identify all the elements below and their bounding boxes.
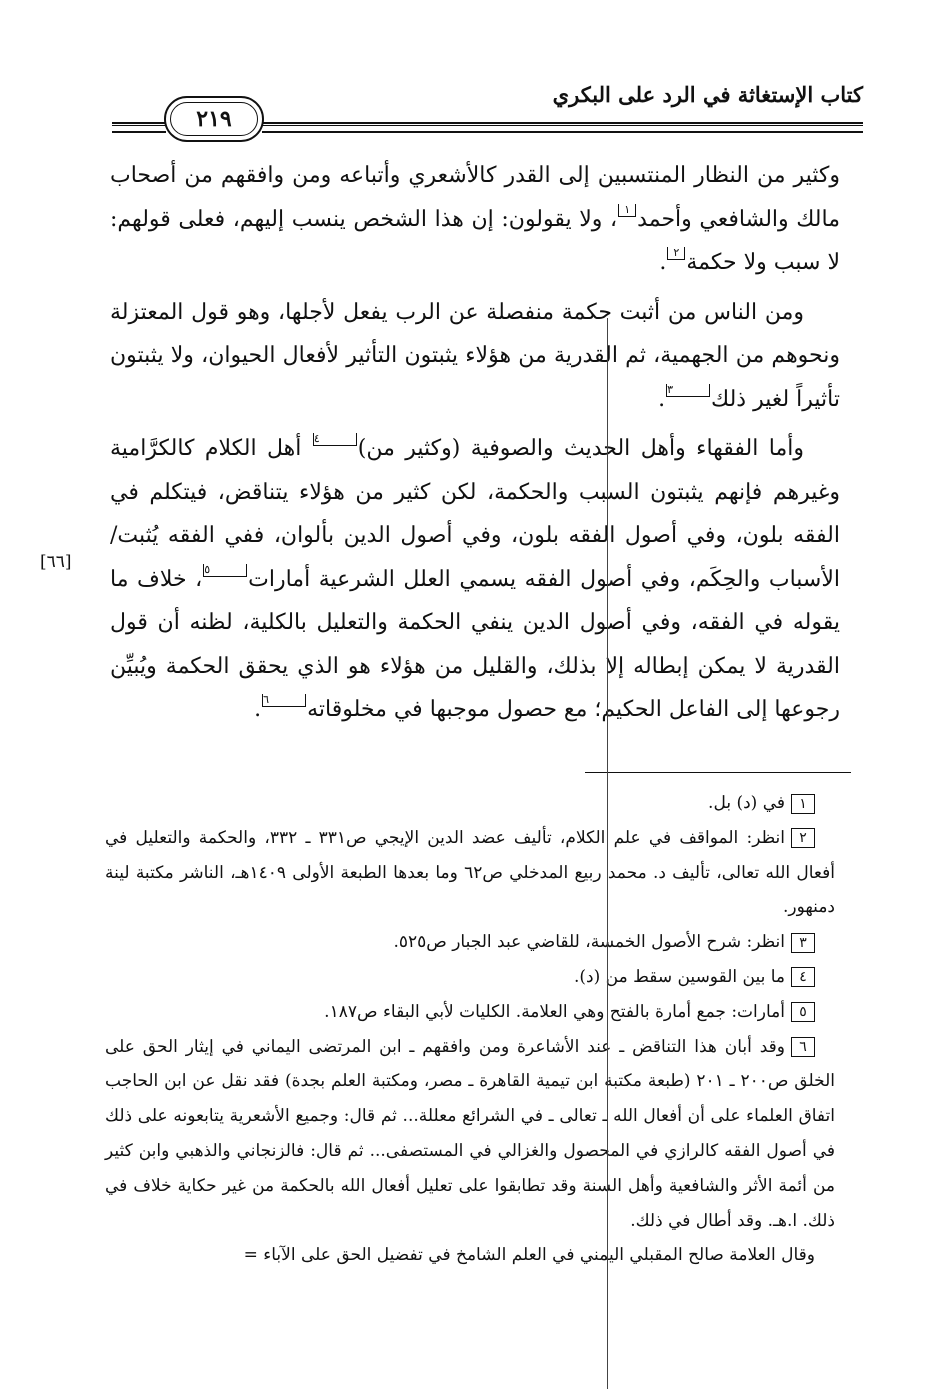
footnote: ٣انظر: شرح الأصول الخمسة، للقاضي عبد الجبار ص٥٢٥. — [105, 925, 835, 960]
footnote-ref[interactable]: ١ — [618, 204, 636, 217]
footnotes — [105, 786, 835, 1273]
main-text — [110, 154, 840, 732]
paragraph-3: وأما الفقهاء وأهل الحديث والصوفية (وكثير من)٤ أهل الكلام كالكرَّامية وغيرهم فإنهم يثبتون السبب والحكمة، لكن كثير من هؤلاء يتناقض، فيتكلم في الفقه بلون، وفي أصول الفقه بلون، وفي أصول الدين بألوان، ففي الفقه يُثبت/ الأسباب والحِكَم، وفي أصول الفقه يسمي العلل الشرعية أمارات٥، خلاف ما يقوله في الفقه، وفي أصول الدين ينفي الحكمة والتعليل بالكلية، لظنه أن قول القدرية لا يمكن إبطاله إلا بذلك، والقليل من هؤلاء هو الذي يحقق الحكمة ويُبيِّن رجوعها إلى الفاعل الحكيم؛ مع حصول موجبها في مخلوقاته٦. — [110, 432, 841, 722]
manuscript-page-ref: [٦٦] — [40, 552, 72, 572]
footnote-continuation: وقال العلامة صالح المقبلي اليمني في العلم الشامخ في تفضيل الحق على الآباء = — [243, 1245, 815, 1266]
footnote-ref[interactable]: ٢ — [667, 247, 685, 260]
paragraph-2: ومن الناس من أثبت حكمة منفصلة عن الرب يفعل لأجلها، وهو قول المعتزلة ونحوهم من الجهمية، ثم القدرية من هؤلاء يثبتون التأثير لأفعال الحيوان، ولا يثبتون تأثيراً لغير ذلك٣. — [110, 299, 840, 412]
paragraph-1: وكثير من النظار المنتسبين إلى القدر كالأشعري وأتباعه ومن وافقهم من أصحاب مالك والشافعي وأحمد١، ولا يقولون: إن هذا الشخص ينسب إليهم، فعلى قولهم: لا سبب ولا حكمة٢. — [110, 163, 840, 275]
footnote: ٤ما بين القوسين سقط من (د). — [105, 960, 835, 995]
footnote-ref[interactable]: ٣ — [666, 384, 710, 397]
footnote-number: ٦ — [791, 1037, 815, 1057]
footnote: ٢انظر: المواقف في علم الكلام، تأليف عضد الدين الإيجي ص٣٣١ ـ ٣٣٢، والحكمة والتعليل في أفعال الله تعالى، تأليف د. محمد ربيع المدخلي ص٦٢ وما بعدها الطبعة الأولى ١٤٠٩هـ، الناشر مكتبة لينة دمنهور. — [105, 827, 835, 918]
running-head-title: كتاب الإستغاثة في الرد على البكري — [552, 82, 863, 107]
footnote-ref[interactable]: ٤ — [313, 433, 357, 446]
footnote-number: ٤ — [791, 967, 815, 987]
scan-line-artifact — [607, 318, 608, 1389]
footnote-number: ٥ — [791, 1002, 815, 1022]
footnote-number: ٢ — [791, 828, 815, 848]
footnote: ٦وقد أبان هذا التناقض ـ عند الأشاعرة ومن وافقهم ـ ابن المرتضى اليماني في إيثار الحق على الخلق ص٢٠٠ ـ ٢٠١ (طبعة مكتبة ابن تيمية القاهرة ـ مصر، ومكتبة العلم بجدة) فقد نقل عن ابن الحاجب اتفاق العلماء على أن أفعال الله ـ تعالى ـ في الشرائع معللة... ثم قال: وجميع الأشعرية يتابعونه على ذلك في أصول الفقه كالرازي في المحصول والغزالي في المستصفى... ثم قال: فالزنجاني والذهبي وابن كثير من أئمة الأثر والشافعية وأهل السنة وقد تطابقوا على تعليل أفعال الله بالحكمة من غير حكاية خلاف في ذلك. ا.هـ. وقد أطال في ذلك. — [105, 1036, 835, 1231]
footnote-ref[interactable]: ٦ — [262, 694, 306, 707]
footnote-number: ١ — [791, 794, 815, 814]
footnote: ٥أمارات: جمع أمارة بالفتح وهي العلامة. الكليات لأبي البقاء ص١٨٧. — [105, 995, 835, 1030]
footnote-number: ٣ — [791, 933, 815, 953]
footnote-ref[interactable]: ٥ — [203, 564, 247, 577]
header-rule-left — [112, 122, 166, 133]
page-number: ٢١٩ — [196, 106, 232, 132]
footnote: ١في (د) بل. — [105, 786, 835, 821]
header-rule-right — [262, 122, 863, 133]
footnote-separator — [585, 772, 851, 773]
